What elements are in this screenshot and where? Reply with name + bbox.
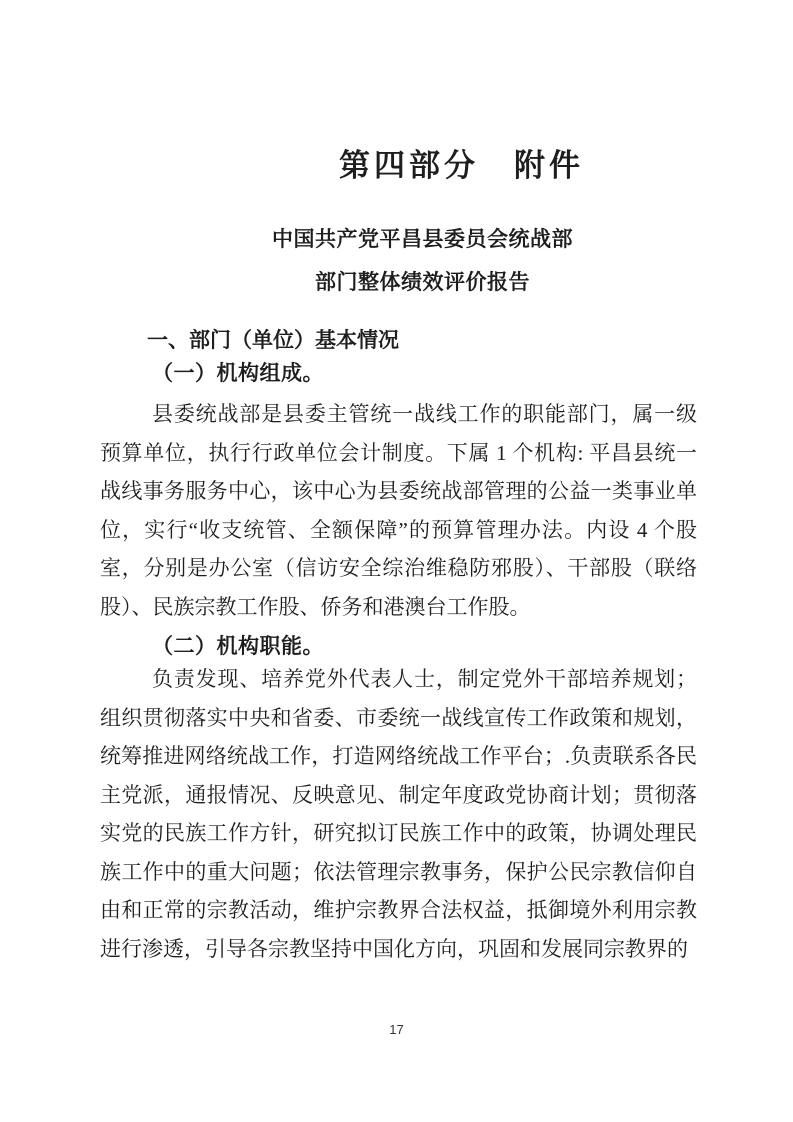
- paragraph-functions: 负责发现、培养党外代表人士，制定党外干部培养规划；组织贯彻落实中央和省委、市委统一战线宣传工作政策和规划，统筹推进网络统战工作，打造网络统战工作平台；.负责联系各民主党派，通报情况、反映意见、制定年度政党协商计划；贯彻落实党的民族工作方针，研究拟订民族工作中的政策，协调处理民族工作中的重大问题；依法管理宗教事务，保护公民宗教信仰自由和正常的宗教活动，维护宗教界合法权益，抵御境外利用宗教进行渗透，引导各宗教坚持中国化方向，巩固和发展同宗教界的: [100, 667, 697, 961]
- sub-heading-organization: （一）机构组成。: [152, 361, 324, 385]
- report-title: [52, 218, 793, 304]
- part-title: 第四部分 附件: [339, 148, 584, 183]
- sub-heading-functions: （二）机构职能。: [152, 634, 324, 658]
- page-number: 17: [389, 1022, 404, 1037]
- paragraph-organization: 县委统战部是县委主管统一战线工作的职能部门，属一级预算单位，执行行政单位会计制度。下属 1 个机构: 平昌县统一战线事务服务中心，该中心为县委统战部管理的公益一类事业单位，实行“收支统管、全额保障”的预算管理办法。内设 4 个股室，分别是办公室（信访安全综治维稳防邪股）、干部股（联络股）、民族宗教工作股、侨务和港澳台工作股。: [100, 402, 697, 619]
- report-title-line1: 中国共产党平昌县委员会统战部: [272, 228, 573, 251]
- report-title-line2: 部门整体绩效评价报告: [315, 271, 530, 294]
- section-heading-basic-info: 一、部门（单位）基本情况: [147, 329, 399, 352]
